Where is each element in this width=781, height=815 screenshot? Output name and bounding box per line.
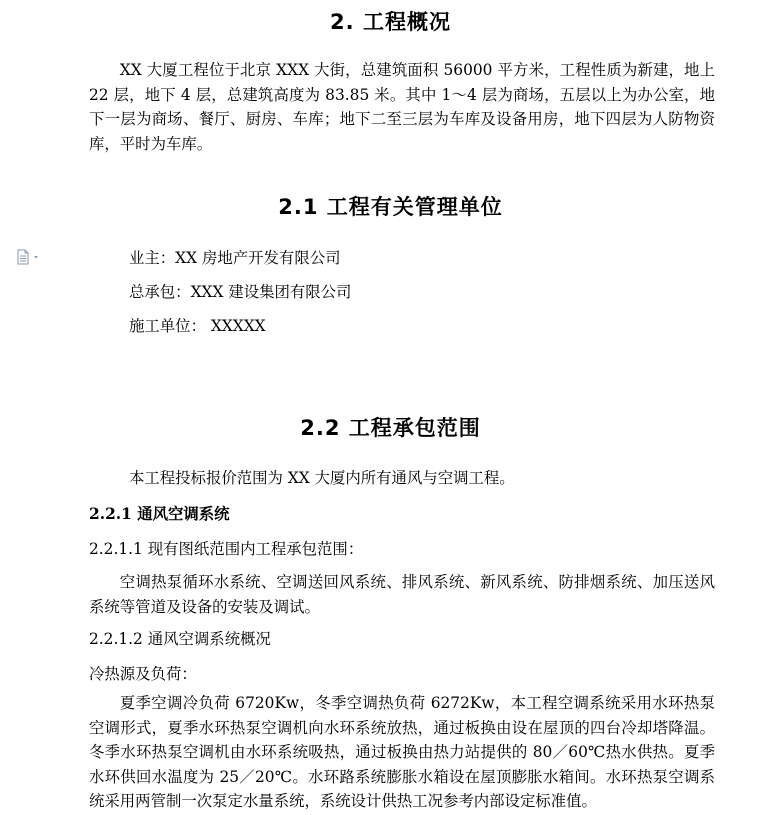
scope-paragraph: 本工程投标报价范围为 XX 大厦内所有通风与空调工程。	[129, 469, 515, 487]
builder-line: 施工单位： XXXXX	[129, 317, 266, 335]
subsection-heading-2-2-1: 2.2.1 通风空调系统	[89, 505, 230, 523]
document-options-icon[interactable]	[16, 249, 42, 265]
overview-paragraph: XX 大厦工程位于北京 XXX 大街，总建筑面积 56000 平方米，工程性质为新建，地上 22 层，地下 4 层，总建筑高度为 83.85 米。其中 1～4 层为商场，五层以上为办公室，地下一层为商场、餐厅、厨房、车库；地下二至三层为车库及设备用房，地下四层为人防物资库，平时为车库。	[89, 61, 715, 153]
scope-systems-paragraph: 空调热泵循环水系统、空调送回风系统、排风系统、新风系统、防排烟系统、加压送风系统等管道及设备的安装及调试。	[89, 573, 715, 616]
cold-heat-label: 冷热源及负荷：	[89, 665, 197, 683]
section-heading-scope: 2.2 工程承包范围	[300, 416, 481, 440]
owner-line: 业主：XX 房地产开发有限公司	[129, 249, 341, 267]
subsection-heading-2-2-1-1: 2.2.1.1 现有图纸范围内工程承包范围：	[89, 540, 364, 558]
load-description-paragraph: 夏季空调冷负荷 6720Kw，冬季空调热负荷 6272Kw，本工程空调系统采用水环热泵空调形式，夏季水环热泵空调机向水环系统放热，通过板换由设在屋顶的四台冷却塔降温。冬季水环热泵空调机由水环系统吸热，通过板换由热力站提供的 80／60℃热水供热。夏季水环供回水温度为 25／20℃。水环路系统膨胀水箱设在屋顶膨胀水箱间。水环热泵空调系统采用两管制一次泵定水量系统，系统设计供热工况参考内部设定标准值。	[89, 694, 715, 811]
section-heading-management: 2.1 工程有关管理单位	[278, 195, 503, 219]
subsection-heading-2-2-1-2: 2.2.1.2 通风空调系统概况	[89, 630, 271, 648]
section-heading-overview: 2. 工程概况	[330, 10, 451, 34]
contractor-line: 总承包：XXX 建设集团有限公司	[129, 283, 352, 301]
